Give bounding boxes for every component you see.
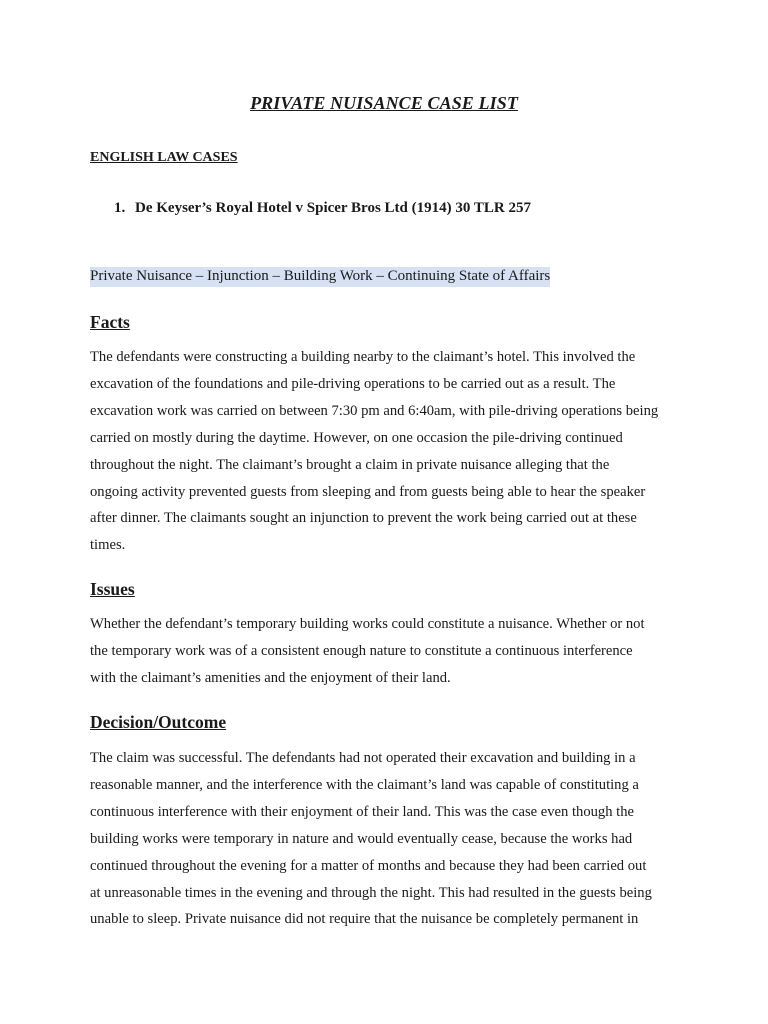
facts-line: ongoing activity prevented guests from sleeping and from guests being able to hear the speaker — [90, 483, 646, 500]
issues-line: the temporary work was of a consistent enough nature to constitute a continuous interference — [90, 642, 633, 659]
facts-line: after dinner. The claimants sought an injunction to prevent the work being carried out at these — [90, 510, 637, 527]
case-citation: De Keyser’s Royal Hotel v Spicer Bros Ltd (1914) 30 TLR 257 — [135, 200, 531, 216]
case-number: 1. — [114, 200, 126, 216]
facts-line: excavation of the foundations and pile-driving operations to be carried out as a result. The — [90, 375, 616, 392]
decision-paragraph — [90, 745, 690, 933]
case-keywords — [90, 268, 550, 285]
facts-line: times. — [90, 537, 126, 554]
issues-line: with the claimant’s amenities and the enjoyment of their land. — [90, 669, 451, 686]
facts-line: carried on mostly during the daytime. However, on one occasion the pile-driving continued — [90, 429, 623, 446]
decision-line: unable to sleep. Private nuisance did not require that the nuisance be completely permanent in — [90, 911, 639, 928]
issues-heading: Issues — [90, 579, 135, 599]
case-citation-item — [114, 200, 531, 217]
decision-line: The claim was successful. The defendants had not operated their excavation and building in a — [90, 750, 636, 766]
facts-line: throughout the night. The claimant’s brought a claim in private nuisance alleging that the — [90, 456, 610, 473]
decision-line: at unreasonable times in the evening and through the night. This had resulted in the guests being — [90, 884, 652, 901]
issues-paragraph — [90, 611, 690, 692]
facts-paragraph — [90, 344, 690, 559]
facts-line: The defendants were constructing a building nearby to the claimant’s hotel. This involved the — [90, 349, 636, 365]
section-label: ENGLISH LAW CASES — [90, 150, 238, 165]
decision-line: building works were temporary in nature and would eventually cease, because the works had — [90, 830, 633, 847]
decision-line: continued throughout the evening for a matter of months and because they had been carried out — [90, 857, 647, 874]
facts-line: excavation work was carried on between 7:30 pm and 6:40am, with pile-driving operations being — [90, 402, 659, 419]
issues-line: Whether the defendant’s temporary building works could constitute a nuisance. Whether or not — [90, 616, 645, 632]
document-title: PRIVATE NUISANCE CASE LIST — [250, 93, 518, 113]
decision-line: reasonable manner, and the interference with the claimant’s land was capable of constituting a — [90, 776, 639, 793]
decision-heading: Decision/Outcome — [90, 712, 227, 732]
decision-line: continuous interference with their enjoyment of their land. This was the case even though the — [90, 803, 634, 820]
keywords-highlight: Private Nuisance – Injunction – Building Work – Continuing State of Affairs — [90, 267, 550, 287]
facts-heading: Facts — [90, 312, 130, 332]
